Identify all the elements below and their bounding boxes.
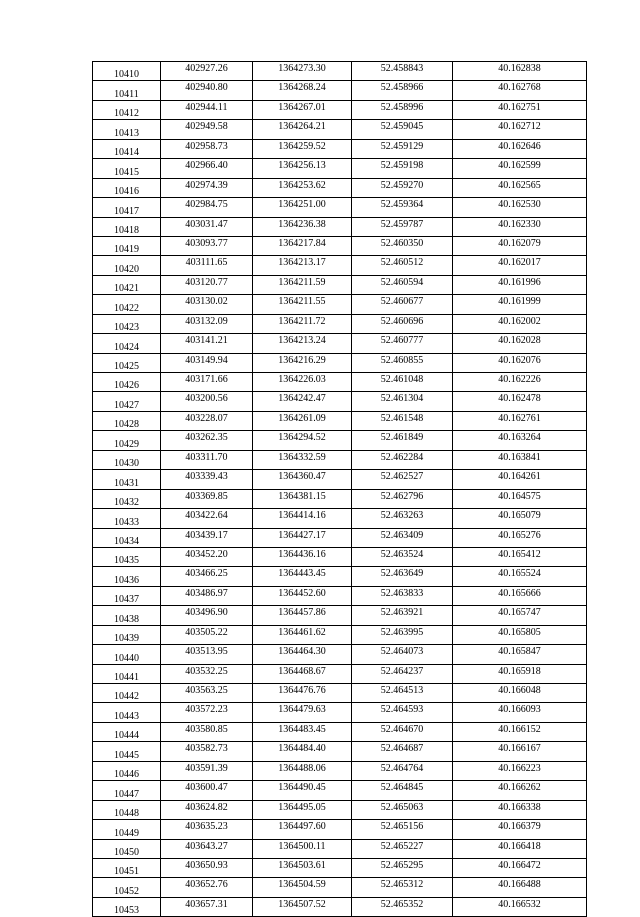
table-row [93,353,587,372]
longitude-cell: 40.165918 [453,664,587,683]
x-coordinate-cell: 403369.85 [161,489,253,508]
longitude-cell: 40.161999 [453,295,587,314]
longitude-cell: 40.166488 [453,878,587,897]
longitude-cell: 40.163841 [453,450,587,469]
x-coordinate-cell: 403228.07 [161,411,253,430]
latitude-cell: 52.463833 [352,586,453,605]
longitude-cell: 40.166338 [453,800,587,819]
point-id-cell: 10429 [93,431,161,450]
x-coordinate-cell: 402958.73 [161,139,253,158]
point-id-cell: 10442 [93,684,161,703]
latitude-cell: 52.465295 [352,858,453,877]
x-coordinate-cell: 403496.90 [161,606,253,625]
point-id-cell: 10427 [93,392,161,411]
latitude-cell: 52.461548 [352,411,453,430]
table-row [93,275,587,294]
y-coordinate-cell: 1364211.59 [253,275,352,294]
x-coordinate-cell: 402927.26 [161,62,253,81]
latitude-cell: 52.459787 [352,217,453,236]
coordinate-table-body [93,62,587,917]
y-coordinate-cell: 1364452.60 [253,586,352,605]
x-coordinate-cell: 403486.97 [161,586,253,605]
y-coordinate-cell: 1364381.15 [253,489,352,508]
y-coordinate-cell: 1364443.45 [253,567,352,586]
table-row [93,178,587,197]
table-row [93,392,587,411]
y-coordinate-cell: 1364267.01 [253,100,352,119]
table-row [93,198,587,217]
table-row [93,586,587,605]
point-id-cell: 10411 [93,81,161,100]
latitude-cell: 52.463995 [352,625,453,644]
point-id-cell: 10435 [93,547,161,566]
longitude-cell: 40.162599 [453,159,587,178]
y-coordinate-cell: 1364332.59 [253,450,352,469]
x-coordinate-cell: 403149.94 [161,353,253,372]
x-coordinate-cell: 403422.64 [161,509,253,528]
y-coordinate-cell: 1364436.16 [253,547,352,566]
y-coordinate-cell: 1364213.24 [253,334,352,353]
y-coordinate-cell: 1364507.52 [253,897,352,916]
longitude-cell: 40.165524 [453,567,587,586]
latitude-cell: 52.459270 [352,178,453,197]
point-id-cell: 10417 [93,198,161,217]
point-id-cell: 10441 [93,664,161,683]
table-row [93,139,587,158]
x-coordinate-cell: 402966.40 [161,159,253,178]
table-row [93,684,587,703]
longitude-cell: 40.166048 [453,684,587,703]
latitude-cell: 52.462284 [352,450,453,469]
longitude-cell: 40.162028 [453,334,587,353]
table-row [93,62,587,81]
point-id-cell: 10434 [93,528,161,547]
longitude-cell: 40.162712 [453,120,587,139]
point-id-cell: 10451 [93,858,161,877]
x-coordinate-cell: 403171.66 [161,373,253,392]
y-coordinate-cell: 1364253.62 [253,178,352,197]
table-row [93,820,587,839]
latitude-cell: 52.465227 [352,839,453,858]
point-id-cell: 10449 [93,820,161,839]
x-coordinate-cell: 403591.39 [161,761,253,780]
longitude-cell: 40.162330 [453,217,587,236]
x-coordinate-cell: 403600.47 [161,781,253,800]
latitude-cell: 52.465352 [352,897,453,916]
latitude-cell: 52.465063 [352,800,453,819]
x-coordinate-cell: 403513.95 [161,645,253,664]
latitude-cell: 52.465156 [352,820,453,839]
table-row [93,509,587,528]
x-coordinate-cell: 403141.21 [161,334,253,353]
longitude-cell: 40.162079 [453,236,587,255]
longitude-cell: 40.166472 [453,858,587,877]
table-row [93,742,587,761]
table-row [93,256,587,275]
x-coordinate-cell: 403624.82 [161,800,253,819]
x-coordinate-cell: 403643.27 [161,839,253,858]
point-id-cell: 10416 [93,178,161,197]
point-id-cell: 10422 [93,295,161,314]
point-id-cell: 10420 [93,256,161,275]
y-coordinate-cell: 1364495.05 [253,800,352,819]
y-coordinate-cell: 1364476.76 [253,684,352,703]
y-coordinate-cell: 1364217.84 [253,236,352,255]
longitude-cell: 40.165666 [453,586,587,605]
table-row [93,314,587,333]
x-coordinate-cell: 402949.58 [161,120,253,139]
point-id-cell: 10439 [93,625,161,644]
longitude-cell: 40.164575 [453,489,587,508]
x-coordinate-cell: 403650.93 [161,858,253,877]
x-coordinate-cell: 403339.43 [161,470,253,489]
x-coordinate-cell: 403452.20 [161,547,253,566]
table-row [93,489,587,508]
point-id-cell: 10430 [93,450,161,469]
latitude-cell: 52.463524 [352,547,453,566]
longitude-cell: 40.166418 [453,839,587,858]
latitude-cell: 52.463921 [352,606,453,625]
latitude-cell: 52.463263 [352,509,453,528]
latitude-cell: 52.463409 [352,528,453,547]
y-coordinate-cell: 1364504.59 [253,878,352,897]
point-id-cell: 10445 [93,742,161,761]
longitude-cell: 40.165412 [453,547,587,566]
y-coordinate-cell: 1364360.47 [253,470,352,489]
point-id-cell: 10438 [93,606,161,625]
table-row [93,217,587,236]
latitude-cell: 52.464237 [352,664,453,683]
longitude-cell: 40.166093 [453,703,587,722]
longitude-cell: 40.165079 [453,509,587,528]
latitude-cell: 52.459129 [352,139,453,158]
point-id-cell: 10410 [93,62,161,81]
latitude-cell: 52.464513 [352,684,453,703]
y-coordinate-cell: 1364213.17 [253,256,352,275]
table-row [93,159,587,178]
point-id-cell: 10428 [93,411,161,430]
table-row [93,547,587,566]
y-coordinate-cell: 1364464.30 [253,645,352,664]
latitude-cell: 52.460855 [352,353,453,372]
y-coordinate-cell: 1364500.11 [253,839,352,858]
latitude-cell: 52.462527 [352,470,453,489]
x-coordinate-cell: 403262.35 [161,431,253,450]
table-row [93,839,587,858]
longitude-cell: 40.162646 [453,139,587,158]
point-id-cell: 10419 [93,236,161,255]
latitude-cell: 52.459364 [352,198,453,217]
table-row [93,411,587,430]
x-coordinate-cell: 403652.76 [161,878,253,897]
latitude-cell: 52.464687 [352,742,453,761]
longitude-cell: 40.161996 [453,275,587,294]
x-coordinate-cell: 403120.77 [161,275,253,294]
table-row [93,450,587,469]
longitude-cell: 40.162002 [453,314,587,333]
x-coordinate-cell: 403093.77 [161,236,253,255]
latitude-cell: 52.460350 [352,236,453,255]
y-coordinate-cell: 1364216.29 [253,353,352,372]
y-coordinate-cell: 1364273.30 [253,62,352,81]
y-coordinate-cell: 1364457.86 [253,606,352,625]
longitude-cell: 40.162017 [453,256,587,275]
latitude-cell: 52.458996 [352,100,453,119]
y-coordinate-cell: 1364497.60 [253,820,352,839]
longitude-cell: 40.162838 [453,62,587,81]
table-row [93,567,587,586]
table-row [93,664,587,683]
longitude-cell: 40.162565 [453,178,587,197]
y-coordinate-cell: 1364261.09 [253,411,352,430]
y-coordinate-cell: 1364268.24 [253,81,352,100]
point-id-cell: 10443 [93,703,161,722]
y-coordinate-cell: 1364468.67 [253,664,352,683]
point-id-cell: 10412 [93,100,161,119]
longitude-cell: 40.162768 [453,81,587,100]
y-coordinate-cell: 1364483.45 [253,722,352,741]
x-coordinate-cell: 403572.23 [161,703,253,722]
table-row [93,81,587,100]
latitude-cell: 52.464073 [352,645,453,664]
longitude-cell: 40.162751 [453,100,587,119]
table-row [93,373,587,392]
longitude-cell: 40.164261 [453,470,587,489]
y-coordinate-cell: 1364251.00 [253,198,352,217]
x-coordinate-cell: 403563.25 [161,684,253,703]
longitude-cell: 40.165276 [453,528,587,547]
point-id-cell: 10424 [93,334,161,353]
y-coordinate-cell: 1364242.47 [253,392,352,411]
longitude-cell: 40.163264 [453,431,587,450]
point-id-cell: 10446 [93,761,161,780]
latitude-cell: 52.458966 [352,81,453,100]
point-id-cell: 10433 [93,509,161,528]
longitude-cell: 40.166167 [453,742,587,761]
table-row [93,781,587,800]
latitude-cell: 52.464764 [352,761,453,780]
x-coordinate-cell: 403311.70 [161,450,253,469]
point-id-cell: 10437 [93,586,161,605]
longitude-cell: 40.162478 [453,392,587,411]
latitude-cell: 52.464845 [352,781,453,800]
table-row [93,625,587,644]
x-coordinate-cell: 403200.56 [161,392,253,411]
point-id-cell: 10431 [93,470,161,489]
table-row [93,100,587,119]
latitude-cell: 52.459198 [352,159,453,178]
table-row [93,897,587,916]
latitude-cell: 52.465312 [352,878,453,897]
latitude-cell: 52.464670 [352,722,453,741]
x-coordinate-cell: 403582.73 [161,742,253,761]
point-id-cell: 10436 [93,567,161,586]
table-row [93,120,587,139]
longitude-cell: 40.165805 [453,625,587,644]
table-row [93,878,587,897]
x-coordinate-cell: 403130.02 [161,295,253,314]
latitude-cell: 52.458843 [352,62,453,81]
y-coordinate-cell: 1364461.62 [253,625,352,644]
latitude-cell: 52.464593 [352,703,453,722]
point-id-cell: 10426 [93,373,161,392]
table-row [93,431,587,450]
table-row [93,295,587,314]
point-id-cell: 10415 [93,159,161,178]
longitude-cell: 40.162761 [453,411,587,430]
longitude-cell: 40.162226 [453,373,587,392]
x-coordinate-cell: 403505.22 [161,625,253,644]
longitude-cell: 40.166262 [453,781,587,800]
point-id-cell: 10432 [93,489,161,508]
longitude-cell: 40.165847 [453,645,587,664]
latitude-cell: 52.463649 [352,567,453,586]
latitude-cell: 52.460512 [352,256,453,275]
x-coordinate-cell: 402984.75 [161,198,253,217]
table-row [93,800,587,819]
point-id-cell: 10450 [93,839,161,858]
point-id-cell: 10453 [93,897,161,916]
y-coordinate-cell: 1364264.21 [253,120,352,139]
y-coordinate-cell: 1364259.52 [253,139,352,158]
latitude-cell: 52.460594 [352,275,453,294]
table-row [93,606,587,625]
x-coordinate-cell: 402944.11 [161,100,253,119]
longitude-cell: 40.166223 [453,761,587,780]
x-coordinate-cell: 402974.39 [161,178,253,197]
x-coordinate-cell: 403466.25 [161,567,253,586]
latitude-cell: 52.461849 [352,431,453,450]
table-row [93,334,587,353]
point-id-cell: 10414 [93,139,161,158]
x-coordinate-cell: 403439.17 [161,528,253,547]
table-row [93,236,587,255]
y-coordinate-cell: 1364211.55 [253,295,352,314]
point-id-cell: 10413 [93,120,161,139]
point-id-cell: 10440 [93,645,161,664]
y-coordinate-cell: 1364488.06 [253,761,352,780]
x-coordinate-cell: 403657.31 [161,897,253,916]
y-coordinate-cell: 1364503.61 [253,858,352,877]
point-id-cell: 10444 [93,722,161,741]
table-row [93,703,587,722]
table-row [93,722,587,741]
point-id-cell: 10425 [93,353,161,372]
table-row [93,528,587,547]
y-coordinate-cell: 1364484.40 [253,742,352,761]
x-coordinate-cell: 403580.85 [161,722,253,741]
x-coordinate-cell: 403031.47 [161,217,253,236]
point-id-cell: 10448 [93,800,161,819]
latitude-cell: 52.462796 [352,489,453,508]
point-id-cell: 10418 [93,217,161,236]
latitude-cell: 52.460696 [352,314,453,333]
longitude-cell: 40.162076 [453,353,587,372]
y-coordinate-cell: 1364490.45 [253,781,352,800]
table-row [93,858,587,877]
longitude-cell: 40.166379 [453,820,587,839]
coordinate-table [92,61,587,917]
y-coordinate-cell: 1364414.16 [253,509,352,528]
table-row [93,645,587,664]
y-coordinate-cell: 1364226.03 [253,373,352,392]
latitude-cell: 52.461048 [352,373,453,392]
longitude-cell: 40.166152 [453,722,587,741]
table-row [93,470,587,489]
x-coordinate-cell: 403111.65 [161,256,253,275]
point-id-cell: 10423 [93,314,161,333]
longitude-cell: 40.165747 [453,606,587,625]
y-coordinate-cell: 1364479.63 [253,703,352,722]
longitude-cell: 40.162530 [453,198,587,217]
table-row [93,761,587,780]
latitude-cell: 52.460677 [352,295,453,314]
x-coordinate-cell: 402940.80 [161,81,253,100]
y-coordinate-cell: 1364427.17 [253,528,352,547]
x-coordinate-cell: 403635.23 [161,820,253,839]
latitude-cell: 52.460777 [352,334,453,353]
x-coordinate-cell: 403532.25 [161,664,253,683]
y-coordinate-cell: 1364256.13 [253,159,352,178]
y-coordinate-cell: 1364211.72 [253,314,352,333]
x-coordinate-cell: 403132.09 [161,314,253,333]
y-coordinate-cell: 1364294.52 [253,431,352,450]
longitude-cell: 40.166532 [453,897,587,916]
point-id-cell: 10452 [93,878,161,897]
point-id-cell: 10421 [93,275,161,294]
y-coordinate-cell: 1364236.38 [253,217,352,236]
latitude-cell: 52.459045 [352,120,453,139]
point-id-cell: 10447 [93,781,161,800]
latitude-cell: 52.461304 [352,392,453,411]
